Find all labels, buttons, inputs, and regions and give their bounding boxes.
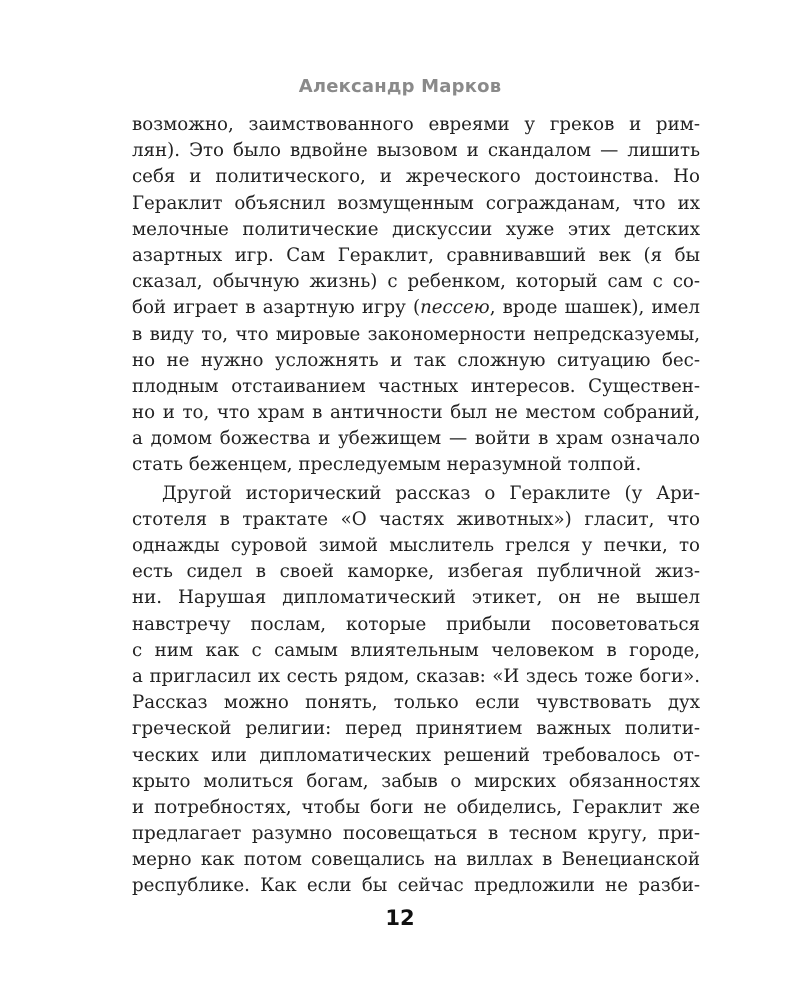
body-text — [132, 112, 700, 900]
text-line: республике. Как если бы сейчас предложили не разби- — [132, 875, 700, 897]
text-line: себя и политического, и жреческого достоинства. Но — [132, 166, 700, 188]
page-number: 12 — [385, 906, 415, 930]
text-line: стотеля в трактате «О частях животных») гласит, что — [132, 508, 700, 530]
text-line: а пригласил их сесть рядом, сказав: «И здесь тоже боги». — [132, 665, 700, 687]
text-line-with-italic — [132, 295, 700, 321]
text-line: ни. Нарушая дипломатический этикет, он не вышел — [132, 587, 700, 609]
text-line: Рассказ можно понять, только если чувствовать дух — [132, 692, 700, 714]
text-line: мелочные политические дискуссии хуже этих детских — [132, 218, 700, 240]
running-head-author: Александр Марков — [298, 76, 502, 97]
text-line: предлагает разумно посовещаться в тесном кругу, при- — [132, 823, 700, 845]
text-line: стать беженцем, преследуемым неразумной толпой. — [132, 454, 642, 476]
text-line: однажды суровой зимой мыслитель грелся у печки, то — [132, 535, 700, 556]
text-line: но и то, что храм в античности был не местом собраний, — [132, 402, 700, 424]
text-line: в виду то, что мировые закономерности непредсказуемы, — [132, 323, 700, 345]
text-line: навстречу послам, которые прибыли посоветоваться — [132, 613, 700, 635]
text-line: лян). Это было вдвойне вызовом и скандалом — лишить — [132, 140, 700, 162]
paragraph-2 — [132, 481, 700, 900]
text-line: сказал, обычную жизнь) с ребенком, который сам с со- — [132, 271, 700, 293]
text-line: и потребностях, чтобы боги не обиделись, Гераклит же — [132, 796, 700, 818]
text-line: плодным отстаиванием частных интересов. Существен- — [132, 375, 700, 397]
italic-term: пессею — [420, 297, 490, 319]
text-line: крыто молиться богам, забыв о мирских обязанностях — [132, 770, 700, 792]
text-line: ческих или дипломатических решений требовалось от- — [132, 744, 700, 766]
text-line: возможно, заимствованного евреями у греков и рим- — [132, 114, 700, 135]
text-line: есть сидел в своей каморке, избегая публичной жиз- — [132, 561, 700, 583]
text-line: Гераклит объяснил возмущенным согражданам, что их — [132, 192, 700, 214]
text-line-head: бой играет в азартную игру ( — [132, 297, 421, 319]
text-line: греческой религии: перед принятием важных полити- — [132, 718, 700, 740]
text-line: но не нужно усложнять и так сложную ситуацию бес- — [132, 349, 700, 371]
text-line: азартных игр. Сам Гераклит, сравнивавший век (я бы — [132, 244, 700, 266]
text-line: Другой исторический рассказ о Гераклите (у Ари- — [162, 482, 700, 504]
paragraph-1 — [132, 112, 700, 479]
text-line: а домом божества и убежищем — войти в храм означало — [132, 428, 700, 450]
text-line: с ним как с самым влиятельным человеком в городе, — [132, 639, 700, 661]
text-line: мерно как потом совещались на виллах в Венецианской — [132, 849, 700, 871]
text-line-tail: , вроде шашек), имел — [489, 297, 700, 319]
